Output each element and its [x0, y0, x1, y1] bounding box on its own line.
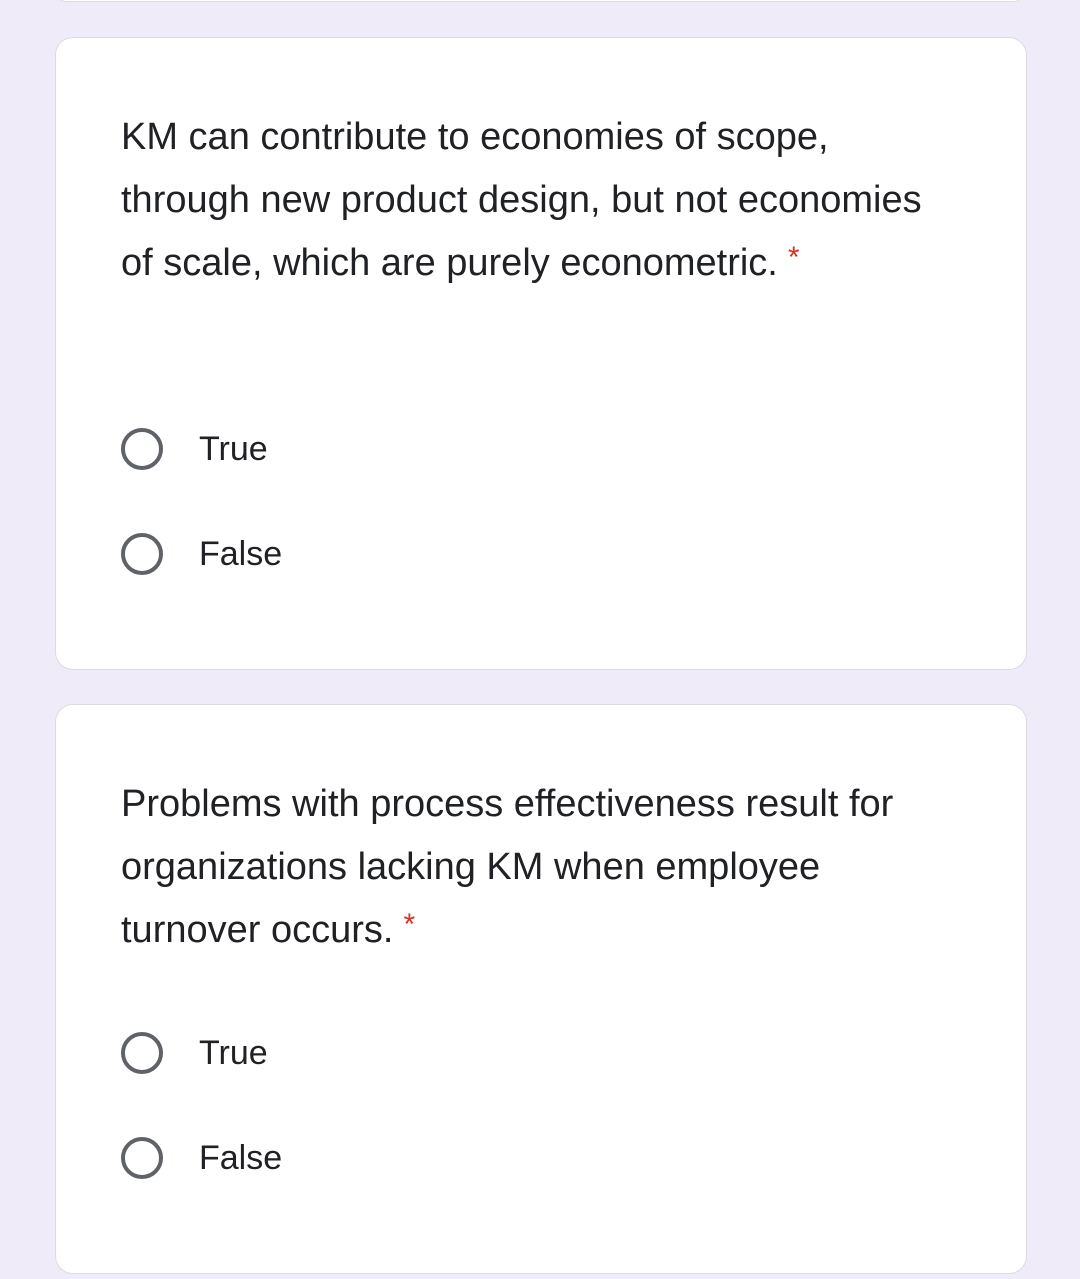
option-false[interactable] [121, 528, 521, 580]
option-false[interactable] [121, 1132, 521, 1184]
option-true[interactable] [121, 1027, 521, 1079]
question-card-2 [55, 704, 1027, 1274]
radio-unchecked-icon[interactable] [121, 1032, 163, 1074]
radio-unchecked-icon[interactable] [121, 428, 163, 470]
question-title [121, 106, 961, 297]
radio-unchecked-icon[interactable] [121, 1137, 163, 1179]
question-text: Problems with process effectiveness result for organizations lacking KM when employee turnover occurs. [121, 783, 894, 951]
option-label: True [199, 1033, 268, 1072]
previous-question-card [55, 0, 1025, 2]
option-label: True [199, 429, 268, 468]
question-title [121, 773, 961, 964]
radio-unchecked-icon[interactable] [121, 533, 163, 575]
option-label: False [199, 534, 283, 573]
option-label: False [199, 1138, 283, 1177]
option-true[interactable] [121, 423, 521, 475]
required-asterisk: * [787, 241, 800, 274]
required-asterisk: * [403, 908, 416, 941]
question-text: KM can contribute to economies of scope, through new product design, but not economies of scale, which are purely econometric. [121, 116, 922, 284]
question-card-1 [55, 37, 1027, 670]
